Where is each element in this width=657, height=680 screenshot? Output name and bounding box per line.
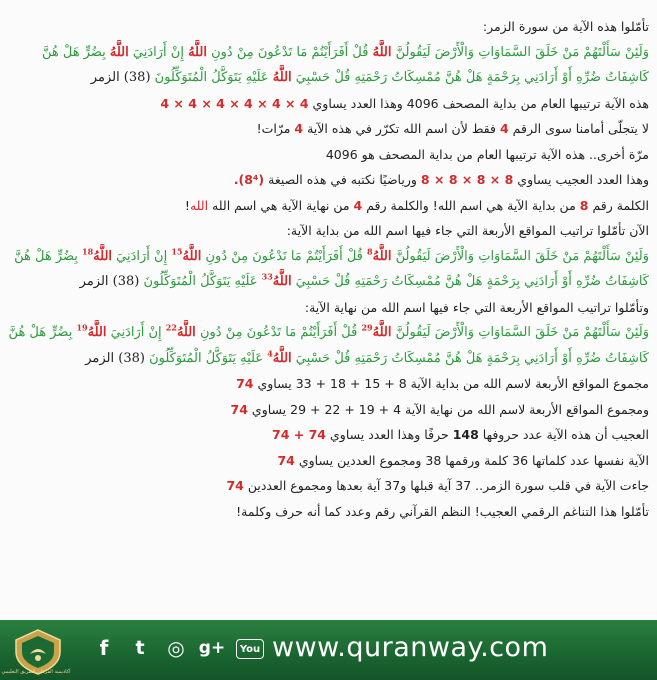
highlight-number: 74 + 74 — [272, 427, 327, 442]
allah-word: الله — [189, 197, 209, 213]
verse-text: بِضُرٍّ هَلْ هُنَّ — [14, 248, 78, 264]
heart-line — [8, 473, 649, 499]
highlight-number: 74 — [226, 478, 244, 493]
verse-reference: (38) الزمر — [79, 274, 140, 289]
text: مرّات! — [256, 121, 291, 136]
text: العجيب أن هذه الآية عدد حروفها — [482, 427, 649, 442]
verse-end-line-2 — [8, 346, 649, 372]
highlight-number: 4 — [499, 121, 509, 136]
text: والكلمة رقم — [366, 197, 429, 213]
allah-word: اللَّهُ — [188, 44, 207, 60]
verse-reference: (38) الزمر — [85, 350, 145, 366]
highlight-number: 8 — [579, 197, 589, 213]
verse-text: قُلْ أَفَرَأَيْتُمْ مَا تَدْعُونَ مِنْ دُونِ — [205, 248, 363, 264]
website-link[interactable]: www.quranway.com — [272, 632, 549, 663]
allah-word: اللَّهُ$^{22}$ — [165, 322, 196, 340]
verse-reference: (38) الزمر — [90, 70, 151, 85]
youtube-icon[interactable]: You — [236, 639, 264, 659]
highlight-number: 148 — [452, 427, 479, 442]
allah-word: اللَّهُ$^8$ — [367, 246, 392, 264]
allah-word: اللَّهُ$^{18}$ — [82, 246, 113, 264]
highlight-number: 4 — [294, 121, 304, 136]
text: الآن تأمّلوا تراتيب المواقع الأربعة التي جاء فيها اسم الله من بداية الآية: — [286, 223, 649, 238]
text: مجموع المواقع الأربعة لاسم الله من بداية الآية 8 + 15 + 18 + 33 يساوي — [257, 376, 649, 391]
verse-text: إِنْ أَرَادَنِيَ — [110, 325, 162, 340]
letters-line — [8, 422, 649, 448]
twitter-icon[interactable]: t — [135, 637, 145, 659]
verse-text: عَلَيْهِ يَتَوَكَّلُ الْمُتَوَكِّلُونَ — [154, 70, 269, 85]
verse-text: كَاشِفَاتُ ضُرِّهِ أَوْ أَرَادَنِي بِرَحْمَةٍ هَلْ هُنَّ مُمْسِكَاتُ رَحْمَتِهِ قُلْ حَسْبِيَ — [295, 350, 649, 366]
text: من بداية الآية هي اسم الله — [437, 197, 576, 213]
text: فقط لأن اسم الله تكرّر في هذه الآية — [307, 121, 496, 136]
from-end-intro — [8, 295, 649, 321]
sum-start-line — [8, 371, 649, 397]
social-icons — [92, 636, 264, 660]
text: ومجموع المواقع الأربعة لاسم الله من نهاية الآية 4 + 19 + 22 + 29 يساوي — [251, 401, 649, 417]
allah-word: اللَّهُ$^{15}$ — [171, 246, 202, 264]
allah-word: اللَّهُ$^4$ — [267, 348, 292, 366]
words-line — [8, 448, 649, 474]
verse-text: عَلَيْهِ يَتَوَكَّلُ الْمُتَوَكِّلُونَ — [143, 274, 258, 289]
allah-word: اللَّهُ — [372, 44, 392, 60]
verse-text: عَلَيْهِ يَتَوَكَّلُ الْمُتَوَكِّلُونَ — [149, 350, 264, 366]
highlight-number: 74 — [236, 376, 254, 391]
verse-text: وَلَئِنْ سَأَلْتَهُمْ مَنْ خَلَقَ السَّمَاوَاتِ وَالْأَرْضَ لَيَقُولُنَّ — [395, 325, 649, 340]
verse-text: بِضُرٍّ هَلْ هُنَّ — [8, 325, 73, 340]
verse-line-1 — [8, 40, 649, 66]
text: ورياضيًا نكتبه في هذه الصيغة — [268, 172, 417, 187]
text: جاءت الآية في قلب سورة الزمر.. 37 آية قبلها و37 آية بعدها ومجموع العددين — [247, 478, 649, 493]
allah-word: اللَّهُ$^{29}$ — [361, 322, 392, 340]
verse-end-line-1 — [8, 320, 649, 346]
verse-start-line-2 — [8, 269, 649, 295]
from-start-intro — [8, 218, 649, 244]
intro-text: تأمّلوا هذه الآية من سورة الزمر: — [482, 19, 649, 34]
verse-text: قُلْ أَفَرَأَيْتُمْ مَا تَدْعُونَ مِنْ دُونِ — [211, 44, 369, 60]
google-plus-icon[interactable]: g+ — [198, 638, 226, 658]
highlight-number: 74 — [277, 452, 295, 468]
instagram-icon[interactable]: ◎ — [167, 636, 185, 660]
sum-end-line — [8, 397, 649, 423]
verse-start-line-1 — [8, 244, 649, 270]
text: تأمّلوا هذا التناغم الرقمي العجيب! النظم القرآني رقم وعدد كما أنه حرف وكلمة! — [236, 503, 649, 519]
verse-text: إِنْ أَرَادَنِيَ — [132, 44, 184, 60]
text: الكلمة رقم — [592, 197, 649, 213]
text: من نهاية الآية هي اسم الله — [212, 197, 350, 213]
allah-word: اللَّهُ — [109, 44, 129, 60]
text: مرّة أخرى.. هذه الآية ترتيبها العام من بداية المصحف هو 4096 — [325, 146, 649, 162]
allah-word: اللَّهُ$^{33}$ — [261, 271, 292, 289]
eight-product: 8 × 8 × 8 × 8 — [420, 172, 514, 187]
article-body — [8, 14, 649, 524]
order-text: هذه الآية ترتيبها العام من بداية المصحف 4096 وهذا العدد يساوي — [312, 95, 649, 111]
verse-text: بِضُرٍّ هَلْ هُنَّ — [41, 44, 106, 60]
allah-word: اللَّهُ — [272, 70, 292, 85]
highlight-number: 4 — [353, 197, 363, 213]
verse-text: قُلْ أَفَرَأَيْتُمْ مَا تَدْعُونَ مِنْ دُونِ — [199, 325, 358, 340]
footer-bar — [0, 620, 657, 680]
verse-text: إِنْ أَرَادَنِيَ — [116, 248, 168, 264]
facebook-icon[interactable]: f — [99, 636, 109, 660]
intro-line — [8, 14, 649, 40]
verse-line-2 — [8, 65, 649, 91]
highlight-number: 74 — [230, 401, 248, 417]
verse-text: وَلَئِنْ سَأَلْتَهُمْ مَنْ خَلَقَ السَّمَاوَاتِ وَالْأَرْضَ لَيَقُولُنَّ — [395, 44, 649, 60]
text: وتأمّلوا تراتيب المواقع الأربعة التي جاء فيها اسم الله من نهاية الآية: — [304, 299, 649, 315]
text: لا يتجلّى أمامنا سوى الرقم — [512, 121, 649, 136]
allah-word: اللَّهُ$^{19}$ — [76, 322, 107, 340]
eight-formula: (8⁴). — [233, 172, 265, 187]
verse-text: كَاشِفَاتُ ضُرِّهِ أَوْ أَرَادَنِي بِرَحْمَةٍ هَلْ هُنَّ مُمْسِكَاتُ رَحْمَتِهِ قُلْ حَسْبِيَ — [295, 274, 649, 289]
text: الآية نفسها عدد كلماتها 36 كلمة ورقمها 38 ومجموع العددين يساوي — [298, 452, 649, 468]
eight-line — [8, 167, 649, 193]
closing-line — [8, 499, 649, 525]
four-only-line — [8, 116, 649, 142]
text: وهذا العدد العجيب يساوي — [517, 172, 649, 187]
word8-line: الكلمة رقم 8 من بداية الآية هي اسم الله! والكلمة رقم 4 من نهاية الآية هي اسم الله الله! — [184, 197, 649, 213]
logo-caption: أكاديمية الفرقان الطريق التعليمي — [1, 669, 71, 675]
verse-text: وَلَئِنْ سَأَلْتَهُمْ مَنْ خَلَقَ السَّمَاوَاتِ وَالْأَرْضَ لَيَقُولُنَّ — [395, 248, 649, 264]
verse-text: كَاشِفَاتُ ضُرِّهِ أَوْ أَرَادَنِي بِرَحْمَةٍ هَلْ هُنَّ مُمْسِكَاتُ رَحْمَتِهِ قُلْ حَسْبِيَ — [295, 70, 649, 85]
order-line — [8, 91, 649, 117]
again-line — [8, 142, 649, 168]
text: حرفًا وهذا العدد يساوي — [330, 427, 449, 442]
order-product: 4 × 4 × 4 × 4 × 4 × 4 — [160, 95, 309, 111]
